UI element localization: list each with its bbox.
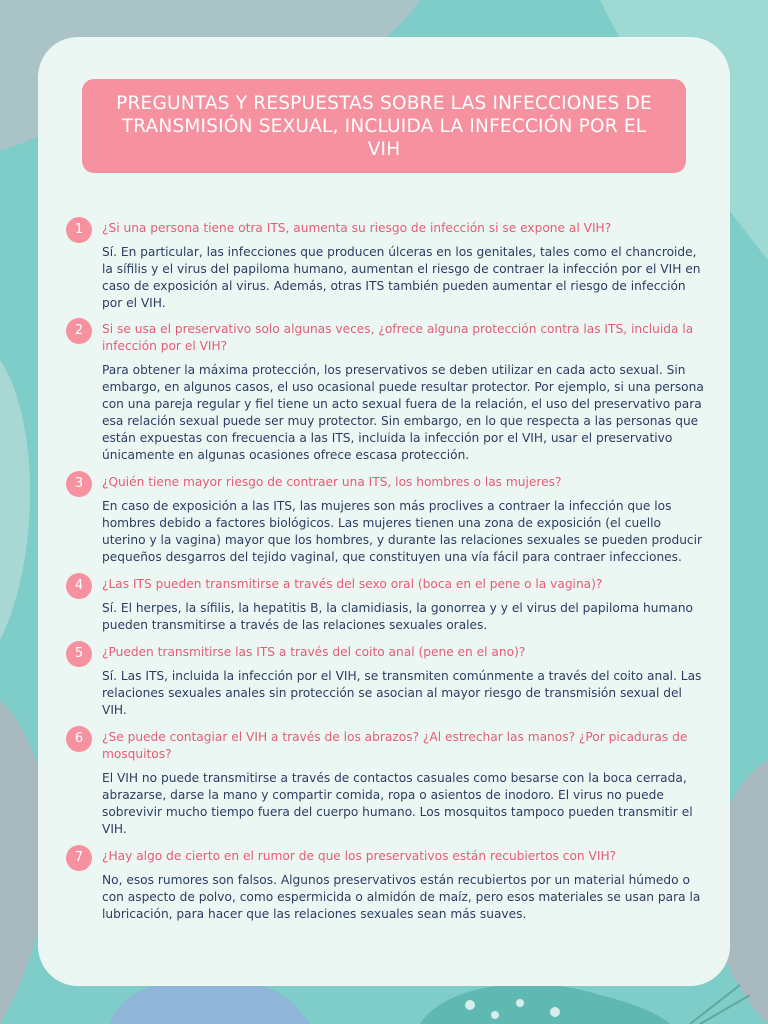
answer-text: El VIH no puede transmitirse a través de contactos casuales como besarse con la boca cerrada, abrazarse, darse la mano y compartir comida, ropa o asientos de inodoro. El virus no puede sobrevivir mucho tiempo fuera del cuerpo humano. Los mosquitos tampoco pueden transmitir el VIH. <box>102 771 693 836</box>
question-text: Si se usa el preservativo solo algunas veces, ¿ofrece alguna protección contra las ITS, incluida la infección por el VIH? <box>102 322 694 353</box>
question-number-badge: 4 <box>66 573 92 599</box>
question-number-badge: 5 <box>66 641 92 667</box>
question-text: ¿Las ITS pueden transmitirse a través del sexo oral (boca en el pene o la vagina)? <box>102 577 603 591</box>
faq-item <box>66 318 706 464</box>
content-card <box>38 37 730 986</box>
question-text: ¿Se puede contagiar el VIH a través de los abrazos? ¿Al estrechar las manos? ¿Por picaduras de mosquitos? <box>102 730 688 761</box>
answer-text: Sí. En particular, las infecciones que producen úlceras en los genitales, tales como el chancroide, la sífilis y el virus del papiloma humano, aumentan el riesgo de contraer la infección por el VIH en caso de exposición al virus. Además, otras ITS también pueden aumentar el riesgo de infección por el VIH. <box>102 245 701 310</box>
question-text: ¿Si una persona tiene otra ITS, aumenta su riesgo de infección si se expone al VIH? <box>102 221 612 235</box>
question-text: ¿Pueden transmitirse las ITS a través del coito anal (pene en el ano)? <box>102 645 526 659</box>
faq-item <box>66 845 706 923</box>
faq-item <box>66 217 706 312</box>
title-banner <box>82 79 686 173</box>
faq-item <box>66 726 706 838</box>
answer-text: Para obtener la máxima protección, los preservativos se deben utilizar en cada acto sexual. Sin embargo, en algunos casos, el uso ocasional puede resultar protector. Por ejemplo, si una persona con una pareja regular y fiel tiene un acto sexual fuera de la relación, el uso del preservativo para esa relación sexual puede ser muy protector. Sin embargo, en lo que respecta a las personas que están expuestas con frecuencia a las ITS, incluida la infección por el VIH, usar el preservativo únicamente en algunas ocasiones ofrece escasa protección. <box>102 363 704 462</box>
question-number-badge: 1 <box>66 217 92 243</box>
faq-item <box>66 641 706 719</box>
question-text: ¿Hay algo de cierto en el rumor de que los preservativos están recubiertos con VIH? <box>102 849 617 863</box>
faq-item <box>66 573 706 634</box>
question-number-badge: 2 <box>66 318 92 344</box>
faq-item <box>66 471 706 566</box>
question-number-badge: 6 <box>66 726 92 752</box>
answer-text: No, esos rumores son falsos. Algunos preservativos están recubiertos por un material húmedo o con aspecto de polvo, como espermicida o almidón de maíz, pero esos materiales se usan para la lubricación, para hacer que las relaciones sexuales sean más suaves. <box>102 873 701 921</box>
question-text: ¿Quién tiene mayor riesgo de contraer una ITS, los hombres o las mujeres? <box>102 475 562 489</box>
answer-text: Sí. Las ITS, incluida la infección por el VIH, se transmiten comúnmente a través del coito anal. Las relaciones sexuales anales sin protección se asocian al mayor riesgo de transmisión sexual del VIH. <box>102 669 702 717</box>
answer-text: En caso de exposición a las ITS, las mujeres son más proclives a contraer la infección que los hombres debido a factores biológicos. Las mujeres tienen una zona de exposición (el cuello uterino y la vagina) mayor que los hombres, y durante las relaciones sexuales se pueden producir pequeños desgarros del tejido vaginal, que constituyen una vía fácil para contraer infecciones. <box>102 499 703 564</box>
question-number-badge: 3 <box>66 471 92 497</box>
question-number-badge: 7 <box>66 845 92 871</box>
page-title: PREGUNTAS Y RESPUESTAS SOBRE LAS INFECCIONES DE TRANSMISIÓN SEXUAL, INCLUIDA LA INFECCIÓN POR EL VIH <box>116 92 652 160</box>
answer-text: Sí. El herpes, la sífilis, la hepatitis B, la clamidiasis, la gonorrea y y el virus del papiloma humano pueden transmitirse a través de las relaciones sexuales orales. <box>102 601 694 632</box>
faq-list <box>66 217 706 923</box>
